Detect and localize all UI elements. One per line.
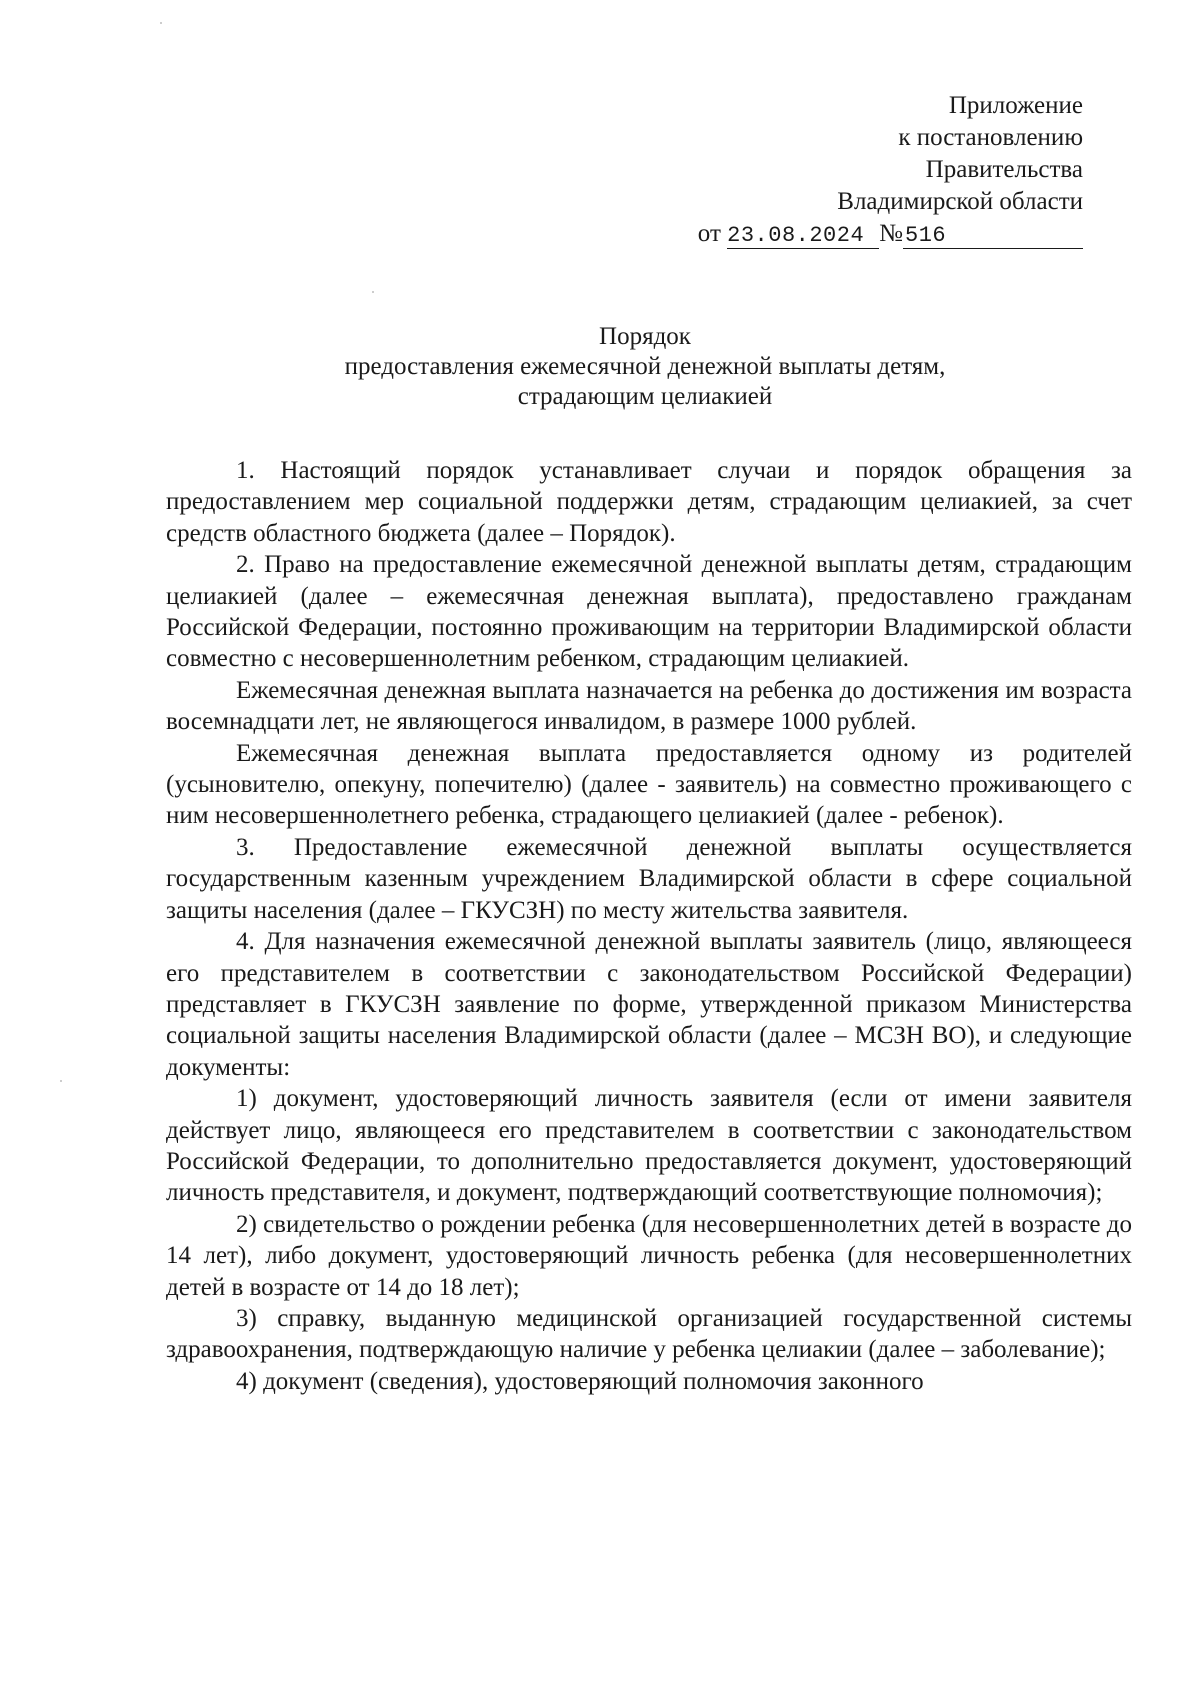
document-title <box>0 322 1200 412</box>
paragraph-7: 1) документ, удостоверяющий личность заявителя (если от имени заявителя действует лицо, являющееся его представителем в соответствии с законодательством Российской Федерации, то дополнительно предоставляется документ, удостоверяющий личность представителя, и документ, подтверждающий соответствующие полномочия); <box>166 1085 1132 1207</box>
appendix-header <box>698 90 1083 250</box>
resolution-number: 516 <box>903 224 1083 249</box>
paragraph-10: 4) документ (сведения), удостоверяющий полномочия законного <box>236 1367 924 1395</box>
appendix-line-3: Правительства <box>925 156 1083 183</box>
paragraph-2: 2. Право на предоставление ежемесячной денежной выплаты детям, страдающим целиакией (далее – ежемесячная денежная выплата), предоставлено гражданам Российской Федерации, постоянно проживающим на территории Владимирской области совместно с несовершеннолетним ребенком, страдающим целиакией. <box>166 551 1132 673</box>
title-line-1: Порядок <box>599 323 691 350</box>
scan-speck <box>160 22 162 24</box>
resolution-date-line <box>698 218 1083 250</box>
resolution-date: 23.08.2024 <box>727 224 879 249</box>
scan-speck <box>372 291 374 293</box>
paragraph-8: 2) свидетельство о рождении ребенка (для несовершеннолетних детей в возрасте до 14 лет), либо документ, удостоверяющий личность ребенка (для несовершеннолетних детей в возрасте от 14 до 18 лет); <box>166 1210 1132 1301</box>
title-line-3: страдающим целиакией <box>517 383 773 410</box>
paragraph-5: 3. Предоставление ежемесячной денежной выплаты осуществляется государственным казенным учреждением Владимирской области в сфере социальной защиты населения (далее – ГКУСЗН) по месту жительства заявителя. <box>166 833 1132 924</box>
paragraph-9: 3) справку, выданную медицинской организацией государственной системы здравоохранения, подтверждающую наличие у ребенка целиакии (далее – заболевание); <box>166 1304 1132 1364</box>
paragraph-3: Ежемесячная денежная выплата назначается на ребенка до достижения им возраста восемнадцати лет, не являющегося инвалидом, в размере 1000 рублей. <box>166 676 1132 736</box>
appendix-line-4: Владимирской области <box>837 188 1083 215</box>
title-line-2: предоставления ежемесячной денежной выплаты детям, <box>344 353 946 380</box>
paragraph-4: Ежемесячная денежная выплата предоставляется одному из родителей (усыновителю, опекуну, попечителю) (далее - заявитель) на совместно проживающего с ним несовершеннолетнего ребенка, страдающего целиакией (далее - ребенок). <box>166 739 1132 830</box>
date-prefix: от <box>697 220 721 247</box>
number-sign: № <box>879 220 903 247</box>
paragraph-6: 4. Для назначения ежемесячной денежной выплаты заявитель (лицо, являющееся его представителем в соответствии с законодательством Российской Федерации) представляет в ГКУСЗН заявление по форме, утвержденной приказом Министерства социальной защиты населения Владимирской области (далее – МСЗН ВО), и следующие документы: <box>166 928 1132 1081</box>
appendix-line-1: Приложение <box>948 92 1083 119</box>
document-body <box>166 455 1132 1397</box>
scan-speck <box>60 1080 62 1082</box>
appendix-line-2: к постановлению <box>898 124 1083 151</box>
paragraph-1: 1. Настоящий порядок устанавливает случаи и порядок обращения за предоставлением мер социальной поддержки детям, страдающим целиакией, за счет средств областного бюджета (далее – Порядок). <box>166 457 1132 547</box>
